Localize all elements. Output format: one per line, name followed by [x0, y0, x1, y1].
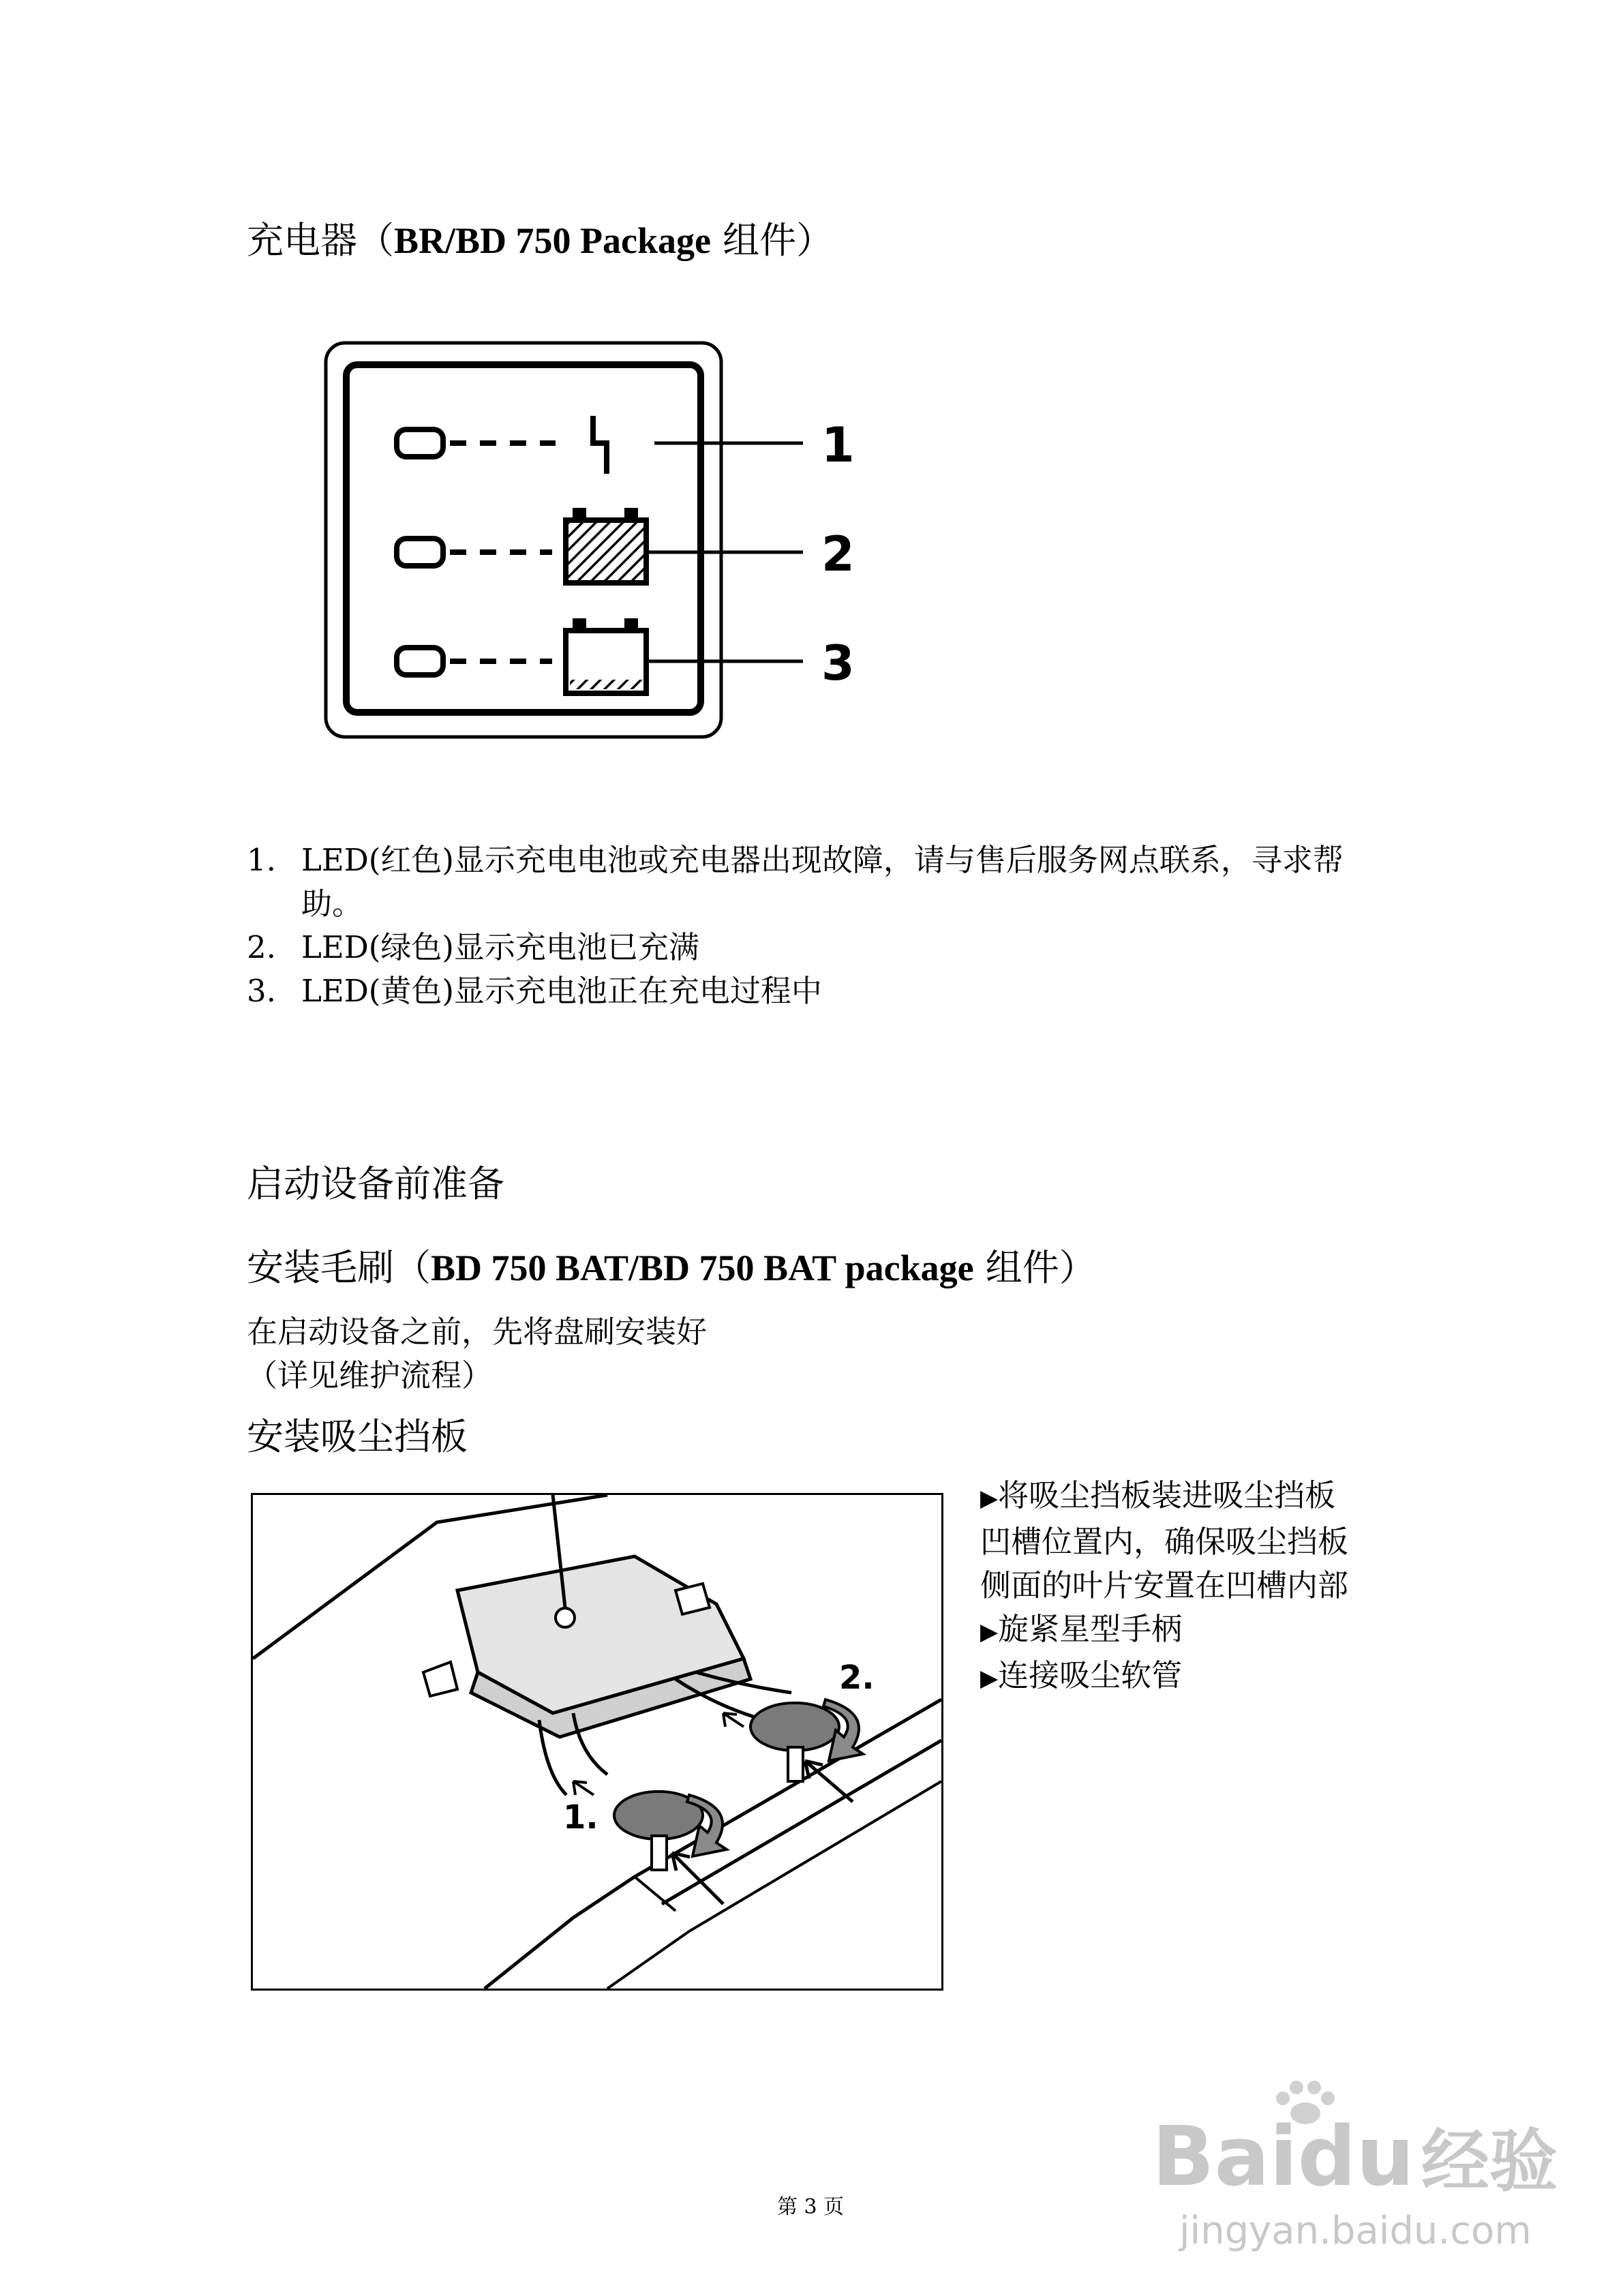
prep-heading: 启动设备前准备 [247, 1162, 504, 1205]
brush-instruction: 在启动设备之前，先将盘刷安装好 [247, 1314, 708, 1350]
insert-arrow-icon [573, 1781, 594, 1795]
callout-number-1: 1 [821, 417, 855, 473]
list-item: ▶将吸尘挡板装进吸尘挡板凹槽位置内，确保吸尘挡板侧面的叶片安置在凹槽内部 [980, 1477, 1349, 1603]
brush-note: （详见维护流程） [247, 1357, 493, 1393]
list-item: ▶连接吸尘软管 [980, 1657, 1183, 1693]
insert-arrow-icon [805, 1761, 853, 1802]
led-2 [397, 539, 443, 566]
dust-step-list [980, 1474, 1362, 1700]
charger-panel-svg [320, 337, 879, 746]
charger-heading: 充电器（BR/BD 750 Package 组件） [247, 219, 834, 262]
triangle-bullet-icon: ▶ [980, 1485, 999, 1512]
step-label-2: 2. [839, 1659, 875, 1697]
dust-guard-figure [251, 1493, 943, 1991]
led-1 [397, 429, 443, 457]
star-knob-right-icon [750, 1703, 839, 1781]
list-item: 2. LED(绿色)显示充电池已充满 [247, 929, 699, 965]
list-item: 3. LED(黄色)显示充电池正在充电过程中 [247, 973, 822, 1009]
led-description-list [247, 839, 1392, 1013]
step-label-1: 1. [563, 1798, 598, 1837]
callout-number-2: 2 [821, 526, 855, 582]
insert-arrow-icon [723, 1713, 744, 1727]
list-item: 1. LED(红色)显示充电电池或充电器出现故障，请与售后服务网点联系，寻求帮助。 [247, 842, 1344, 922]
battery-full-icon [566, 520, 646, 583]
charger-panel-figure [320, 337, 879, 746]
dust-guard-svg [253, 1495, 941, 1989]
led-3 [397, 648, 443, 675]
baidu-watermark: Baidu 经验 jingyan.baidu.com [1152, 2079, 1554, 2256]
page-number: 第 3 页 [777, 2195, 845, 2219]
dust-heading: 安装吸尘挡板 [247, 1415, 468, 1458]
list-item: ▶旋紧星型手柄 [980, 1611, 1183, 1647]
triangle-bullet-icon: ▶ [980, 1618, 999, 1646]
triangle-bullet-icon: ▶ [980, 1665, 999, 1692]
insert-arrow-icon [672, 1853, 723, 1904]
callout-number-3: 3 [821, 635, 855, 691]
brush-heading: 安装毛刷（BD 750 BAT/BD 750 BAT package 组件） [247, 1246, 1096, 1289]
